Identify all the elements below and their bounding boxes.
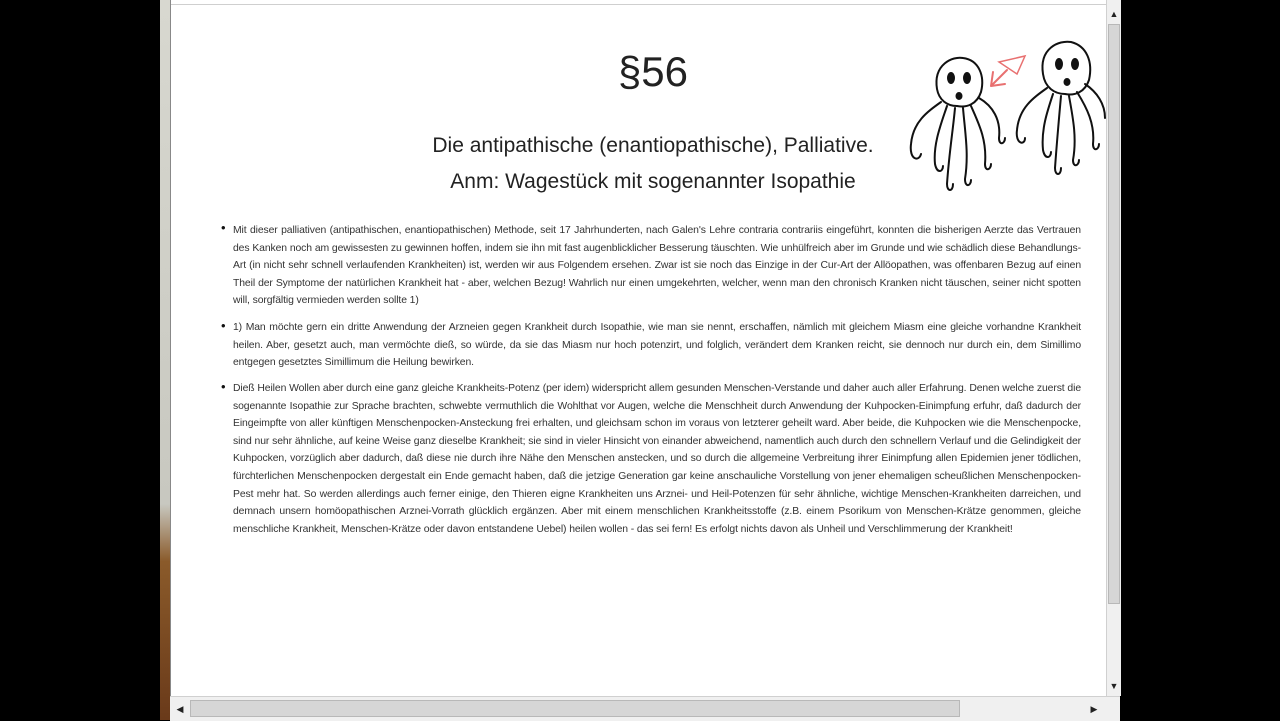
vertical-scrollbar[interactable] bbox=[1106, 0, 1121, 696]
paragraph-3: Dieß Heilen Wollen aber durch eine ganz gleiche Krankheits-Potenz (per idem) widerspricht allem gesunden Menschen-Verstande und daher auch aller Erfahrung. Denen welche zuerst die sogenannte Isopathie zur Sprache brachten, schwebte vermuthlich die Wohlthat vor Augen, welche die Menschheit durch Anwendung der Kuhpocken-Einimpfung erfuhr, daß dadurch der Eingeimpfte von aller künftigen Menschenpocken-Ansteckung frei erhalten, und gleichsam schon im voraus von letzterer geheilt ward. Aber beide, die Kuhpocken wie die Menschenpocke, sind nur sehr ähnliche, auf keine Weise ganz dieselbe Krankheit; sie sind in vieler Hinsicht von einander abweichend, namentlich auch durch den schnellern Verlauf und die Gelindigkeit der Kuhpocken, vorzüglich aber dadurch, daß diese nie durch ihre Nähe den Menschen anstecken, und so durch die allgemeine Verbreitung ihrer Einimpfung allen Epidemien jener tödlichen, fürchterlichen Menschenpocken dergestalt ein Ende gemacht haben, daß die jetzige Generation gar keine anschauliche Vorstellung von jener ehemaligen scheußlichen Menschenpocken-Pest mehr hat. So werden allerdings auch ferner einige, den Thieren eigne Krankheiten uns Arznei- und Heil-Potenzen für sehr ähnliche, wichtige Menschen-Krankheiten darreichen, und demnach unsern homöopathischen Arznei-Vorrath glücklich ergänzen. Aber mit einem menschlichen Krankheitsstoffe (z.B. einem Psorikum von Menschen-Krätze genommen, gleiche menschliche Krankheit, Menschen-Krätze oder davon entstandene Uebel) heilen wollen - das sei fern! Es erfolgt nichts davon als Unheil und Verschlimmerung der Krankheit! bbox=[233, 383, 1081, 535]
slide-subtitle-line2: Anm: Wagestück mit sogenannter Isopathie bbox=[450, 170, 856, 193]
slide-subtitle-line1: Die antipathische (enantiopathische), Palliative. bbox=[432, 134, 874, 157]
scroll-down-icon[interactable]: ▼ bbox=[1109, 681, 1119, 691]
bullet-marker: • bbox=[221, 318, 226, 333]
bullet-marker: • bbox=[221, 379, 226, 394]
document-page bbox=[170, 0, 1107, 696]
slide-title: §56 bbox=[617, 48, 689, 95]
vertical-scroll-thumb[interactable] bbox=[1108, 24, 1120, 604]
paragraph-1: Mit dieser palliativen (antipathischen, enantiopathischen) Methode, seit 17 Jahrhunderten, nach Galen's Lehre contraria contrariis eingeführt, konnten die bisherigen Aerzte das Vertrauen des Kanken noch am gewissesten zu gewinnen hoffen, indem sie ihn mit fast augenblicklicher Besserung täuschten. Wie unhülfreich aber im Grunde und wie schädlich diese Behandlungs-Art (in nicht sehr schnell verlaufenden Krankheiten) ist, werden wir aus Folgendem ersehen. Zwar ist sie noch das Einzige in der Cur-Art der Allöopathen, was offenbaren Bezug auf einen Theil der Symptome der natürlichen Krankheit hat - aber, welchen Bezug! Wahrlich nur einen umgekehrten, welcher, wenn man den chronisch Kranken nicht täuschen, seiner nicht spotten will, sorgfältig vermieden werden sollte 1) bbox=[233, 225, 1081, 307]
scroll-right-icon[interactable]: ▶ bbox=[1090, 704, 1098, 714]
horizontal-scroll-thumb[interactable] bbox=[190, 700, 960, 717]
paragraph-2: 1) Man möchte gern ein dritte Anwendung der Arzneien gegen Krankheit durch Isopathie, wie man sie nennt, erschaffen, nämlich mit gleichem Miasm eine gleiche vorhandne Krankheit heilen. Aber, gesetzt auch, man vermöchte dieß, so würde, da sie das Miasm nur hoch potenzirt, und folglich, verändert dem Kranken reicht, sie dennoch nur durch ein, dem Simillimo entgegen gesetztes Simillimum die Heilung bewirken. bbox=[233, 322, 1081, 369]
scroll-up-icon[interactable]: ▲ bbox=[1109, 9, 1119, 19]
left-window-edge bbox=[160, 0, 170, 720]
horizontal-scrollbar[interactable] bbox=[170, 696, 1120, 721]
page-top-border bbox=[171, 4, 1107, 5]
scroll-left-icon[interactable]: ◀ bbox=[176, 704, 184, 714]
octopus-drawing-icon bbox=[907, 34, 1107, 204]
bullet-marker: • bbox=[221, 220, 226, 235]
